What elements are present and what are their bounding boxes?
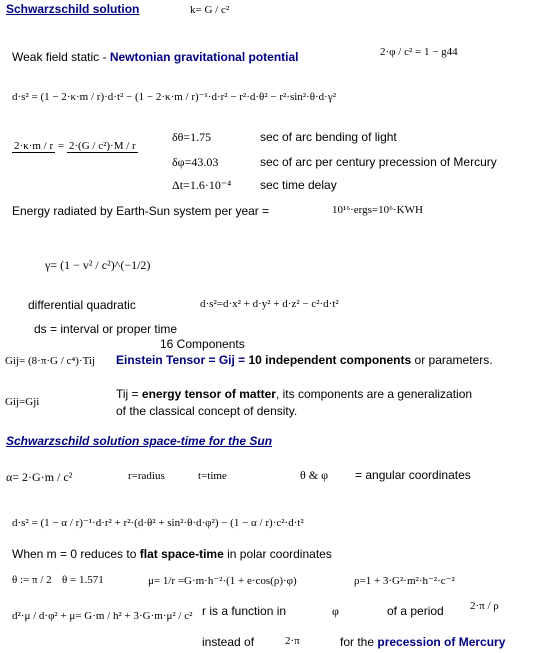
instead-label: instead of: [202, 635, 255, 649]
kappa-lhs: [12, 140, 55, 153]
precession-line: [340, 635, 505, 649]
period-label: of a period: [387, 604, 444, 618]
flat-spacetime-label: flat space-time: [139, 547, 224, 561]
row-expr-0: δθ=1.75: [172, 130, 212, 144]
gij-equation: Gij= (8·π·G / c⁴)·Tij: [5, 355, 96, 367]
for-the: for the: [340, 635, 378, 649]
energy-tensor-label: energy tensor of matter: [141, 387, 276, 401]
theta-value: θ = 1.571: [62, 574, 104, 586]
gamma-equation: γ= (1 − v² / c²)^(−1/2): [45, 258, 151, 272]
newtonian-potential-label: Newtonian gravitational potential: [109, 50, 299, 64]
schwarzschild-metric: d·s² = (1 − 2·κ·m / r)·d·t² − (1 − 2·κ·m / r)⁻¹·d·r² − r²·d·θ² − r²·sin²·θ·d·γ²: [12, 91, 337, 103]
flat-line: [12, 547, 332, 561]
function-label: r is a function in: [202, 604, 287, 618]
row-expr-2: Δt=1.6·10⁻⁴: [172, 178, 232, 192]
row-desc-1: sec of arc per century precession of Mercury: [260, 155, 497, 169]
kappa-equation: 2·κ·m / r = 2·(G / c²)·M / r: [14, 140, 136, 153]
energy-value: 10¹⁶·ergs=10⁶·KWH: [332, 204, 423, 216]
tij-prefix: Tij =: [116, 387, 142, 401]
flat-prefix: When m = 0 reduces to: [12, 547, 140, 561]
angle-symbols: θ & φ: [300, 468, 329, 482]
mu-equation: μ= 1/r =G·m·h⁻²·(1 + e·cos(ρ)·φ): [148, 575, 297, 587]
two-pi: 2·π: [285, 635, 300, 647]
weak-field-line: [12, 50, 299, 64]
differential-equation: d·s²=d·x² + d·y² + d·z² − c²·d·t²: [200, 298, 339, 310]
phi-symbol: φ: [332, 604, 339, 618]
ds-label: ds = interval or proper time: [34, 322, 178, 336]
weak-field-prefix: Weak field static -: [12, 50, 110, 64]
kappa-rhs-text: 2·(G / c²)·M / r: [68, 140, 136, 152]
alpha-equation: α= 2·G·m / c²: [6, 470, 73, 484]
row-expr-1: δφ=43.03: [172, 155, 219, 169]
einstein-line: [116, 353, 493, 367]
t-label: t=time: [198, 470, 227, 482]
independent-components-label: 10 independent components: [248, 353, 412, 367]
row-desc-2: sec time delay: [260, 178, 337, 192]
einstein-tail: or parameters.: [411, 353, 493, 367]
gij-symmetry: Gij=Gji: [5, 396, 40, 408]
angles-desc: = angular coordinates: [355, 468, 471, 482]
r-label: r=radius: [128, 470, 165, 482]
kappa-rhs: [67, 140, 138, 153]
row-desc-0: sec of arc bending of light: [260, 130, 397, 144]
tij-line-1: [116, 387, 472, 401]
tij-tail: , its components are a generalization: [275, 387, 473, 401]
einstein-mid: = Gij =: [205, 353, 249, 367]
kappa-lhs-text: 2·κ·m / r: [14, 140, 54, 152]
theta-definition: θ := π / 2: [12, 574, 52, 586]
rho-equation: ρ=1 + 3·G²·m²·h⁻²·c⁻²: [354, 575, 455, 587]
section-title-schwarzschild: Schwarzschild solution: [6, 2, 140, 16]
sun-metric: d·s² = (1 − α / r)⁻¹·d·r² + r²·(d·θ² + sin²·θ·d·φ²) − (1 − α / r)·c²·d·t²: [12, 517, 304, 529]
orbit-ode: d²·μ / d·φ² + μ= G·m / h² + 3·G·m·μ² / c²: [12, 610, 193, 622]
flat-tail: in polar coordinates: [223, 547, 332, 561]
period-fraction: 2·π / ρ: [470, 600, 499, 612]
precession-mercury-label: precession of Mercury: [377, 635, 506, 649]
energy-label: Energy radiated by Earth-Sun system per year =: [12, 204, 270, 218]
differential-label: differential quadratic: [28, 298, 136, 312]
components-label: 16 Components: [160, 337, 245, 351]
tij-line-2: of the classical concept of density.: [116, 404, 298, 418]
section-title-sun: Schwarzschild solution space-time for the Sun: [6, 434, 273, 448]
k-equation: k= G / c²: [190, 4, 230, 16]
phi-equation: 2·φ / c² = 1 − g44: [380, 46, 458, 58]
einstein-tensor-label: Einstein Tensor: [116, 353, 206, 367]
